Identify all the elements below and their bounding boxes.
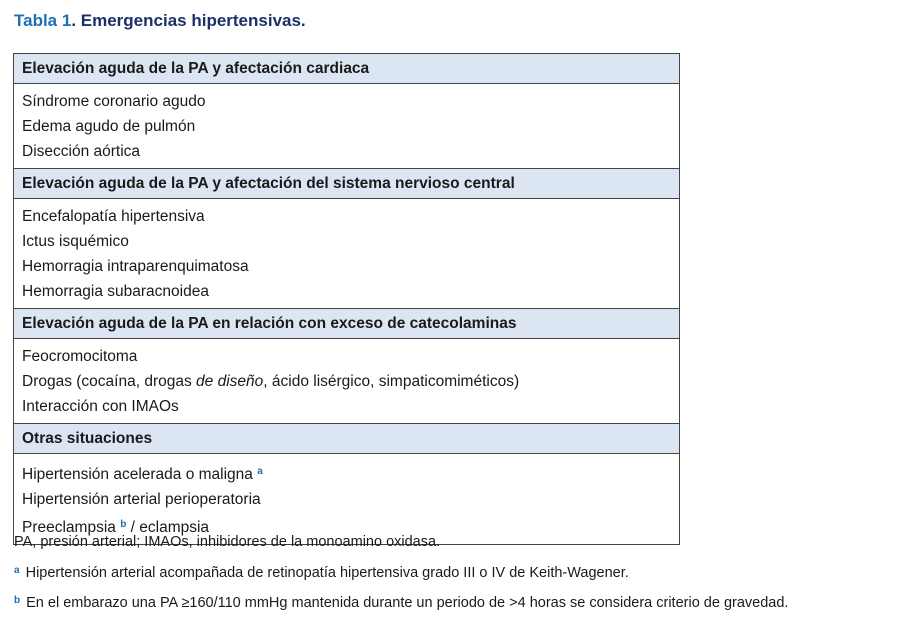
drugs-text-after: , ácido lisérgico, simpaticomiméticos) xyxy=(263,373,520,390)
footnote-b-mark: b xyxy=(14,595,21,606)
section-header-other: Otras situaciones xyxy=(14,424,680,454)
table-title xyxy=(14,11,306,31)
section-body-other xyxy=(14,454,680,545)
footnote-a-mark: a xyxy=(14,565,20,576)
section-header-row xyxy=(14,309,680,339)
emergencies-table xyxy=(13,53,680,545)
footnote-mark-a: a xyxy=(257,466,263,477)
section-body-catecholamines xyxy=(14,339,680,424)
abbreviations-note: PA, presión arterial; IMAOs, inhibidores de la monoamino oxidasa. xyxy=(14,534,441,550)
footnote-b-text: En el embarazo una PA ≥160/110 mmHg mantenida durante un periodo de >4 horas se considera criterio de gravedad. xyxy=(26,595,789,611)
list-item xyxy=(22,459,679,487)
list-item: Ictus isquémico xyxy=(22,233,129,250)
section-header-row xyxy=(14,169,680,199)
footnote-mark-b: b xyxy=(120,519,127,530)
section-header-cns: Elevación aguda de la PA y afectación del sistema nervioso central xyxy=(14,169,680,199)
list-item: Hipertensión arterial perioperatoria xyxy=(22,491,261,508)
section-body-row xyxy=(14,84,680,169)
section-body-row xyxy=(14,339,680,424)
list-item: Síndrome coronario agudo xyxy=(22,93,206,110)
section-body-row xyxy=(14,199,680,309)
list-item: Feocromocitoma xyxy=(22,348,138,365)
section-header-cardiac: Elevación aguda de la PA y afectación cardiaca xyxy=(14,54,680,84)
section-body-row xyxy=(14,454,680,545)
section-header-row xyxy=(14,424,680,454)
drugs-text-before: Drogas (cocaína, drogas xyxy=(22,373,197,390)
footnote-b xyxy=(14,595,788,611)
section-header-row xyxy=(14,54,680,84)
item-text: Hipertensión acelerada o maligna xyxy=(22,466,253,483)
item-text: Preeclampsia xyxy=(22,519,116,536)
item-text: / eclampsia xyxy=(130,519,210,536)
table-number: Tabla 1 xyxy=(14,11,72,30)
list-item: Hemorragia subaracnoidea xyxy=(22,283,209,300)
footnote-a xyxy=(14,565,629,581)
list-item: Disección aórtica xyxy=(22,143,141,160)
list-item: Encefalopatía hipertensiva xyxy=(22,208,205,225)
list-item: Interacción con IMAOs xyxy=(22,398,179,415)
drugs-text-italic: de diseño xyxy=(196,373,264,390)
section-header-catecholamines: Elevación aguda de la PA en relación con exceso de catecolaminas xyxy=(14,309,680,339)
table-caption: . Emergencias hipertensivas. xyxy=(71,11,306,30)
section-body-cns xyxy=(14,199,680,309)
list-item: Hemorragia intraparenquimatosa xyxy=(22,258,249,275)
section-body-cardiac xyxy=(14,84,680,169)
footnote-a-text: Hipertensión arterial acompañada de retinopatía hipertensiva grado III o IV de Keith-Wagener. xyxy=(25,565,629,581)
list-item: Edema agudo de pulmón xyxy=(22,118,196,135)
list-item-drugs xyxy=(22,369,679,394)
